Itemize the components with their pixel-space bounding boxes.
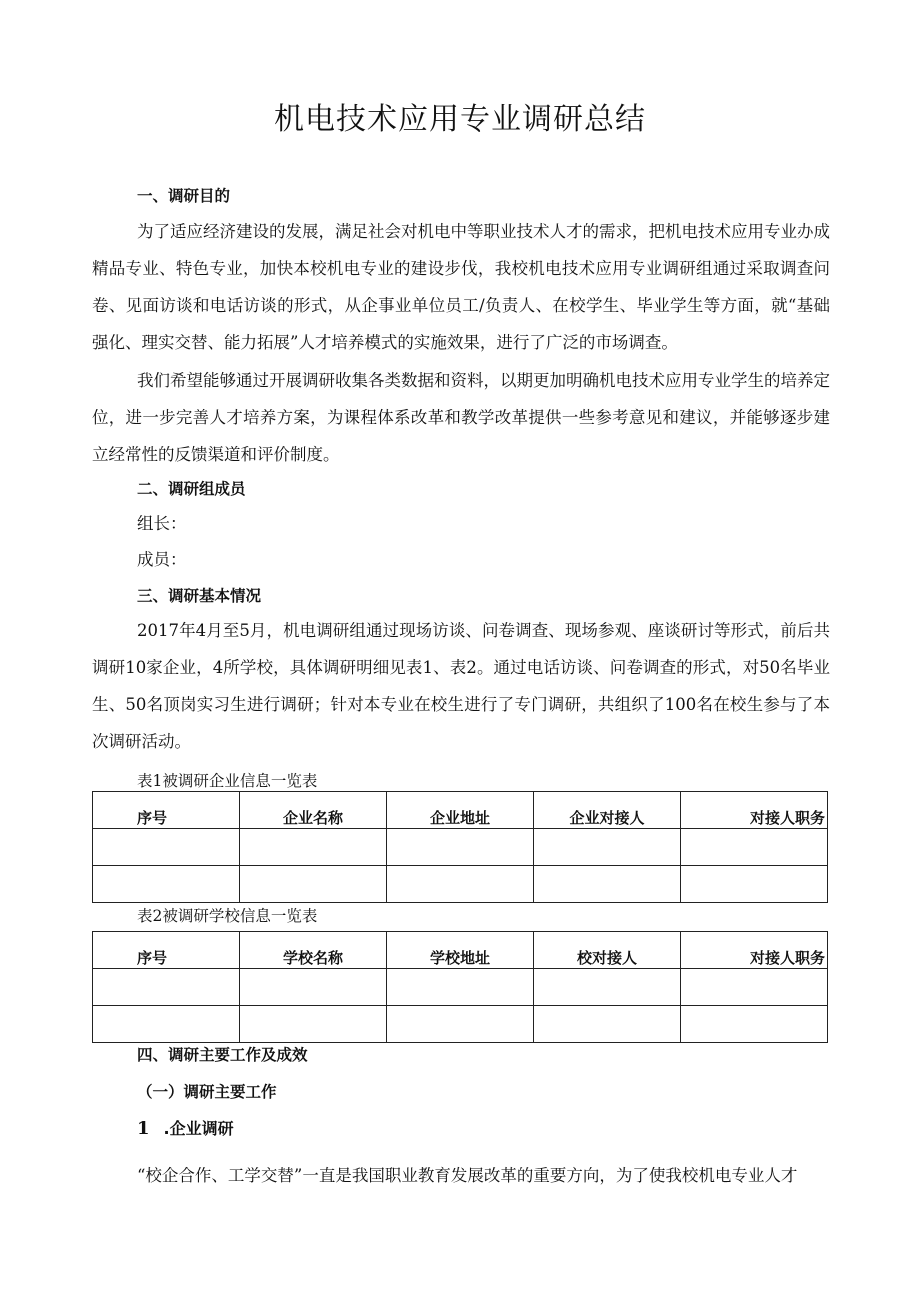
table-cell [240, 866, 387, 903]
item-label: .企业调研 [163, 1119, 234, 1138]
paragraph-basic-info: 2017年4月至5月，机电调研组通过现场访谈、问卷调查、现场参观、座谈研讨等形式，前后共调研10家企业，4所学校，具体调研明细见表1、表2。通过电话访谈、问卷调查的形式，对50名毕业生、50名顶岗实习生进行调研；针对本专业在校生进行了专门调研，共组织了100名在校生参与了本次调研活动。 [92, 621, 830, 751]
table-cell [387, 969, 534, 1006]
table-cell [93, 1006, 240, 1043]
table-header-cell: 学校名称 [240, 932, 387, 969]
table-header-cell: 校对接人 [534, 932, 681, 969]
table-header-row [93, 792, 828, 829]
section-heading-main-work: 四、调研主要工作及成效 [137, 1046, 308, 1064]
table-cell [681, 866, 828, 903]
group-leader-line: 组长： [137, 514, 187, 533]
paragraph-purpose-1: 为了适应经济建设的发展，满足社会对机电中等职业技术人才的需求，把机电技术应用专业办成精品专业、特色专业，加快本校机电专业的建设步伐，我校机电技术应用专业调研组通过采取调查问卷、见面访谈和电话访谈的形式，从企事业单位员工/负责人、在校学生、毕业学生等方面，就“基础强化、理实交替、能力拓展”人才培养模式的实施效果，进行了广泛的市场调查。 [92, 222, 830, 352]
table-header-cell: 对接人职务 [681, 792, 828, 829]
table2-caption: 表2被调研学校信息一览表 [137, 907, 318, 925]
table-header-cell: 企业地址 [387, 792, 534, 829]
table-cell [387, 1006, 534, 1043]
table-cell [240, 829, 387, 866]
table-schools [92, 931, 828, 1043]
table-cell [534, 969, 681, 1006]
table-header-cell: 序号 [93, 932, 240, 969]
table-header-cell: 序号 [93, 792, 240, 829]
table-header-row [93, 932, 828, 969]
document-title: 机电技术应用专业调研总结 [274, 102, 646, 137]
table-cell [681, 829, 828, 866]
item-heading-enterprise-research [137, 1117, 234, 1141]
table1-caption: 表1被调研企业信息一览表 [137, 772, 318, 790]
group-members-line: 成员： [137, 550, 187, 569]
table-header-cell: 学校地址 [387, 932, 534, 969]
table-cell [93, 969, 240, 1006]
table-cell [534, 866, 681, 903]
table-row [93, 829, 828, 866]
table-cell [387, 829, 534, 866]
table-row [93, 969, 828, 1006]
table-cell [93, 829, 240, 866]
table-enterprises [92, 791, 828, 903]
item-number: 1 [137, 1118, 150, 1139]
table-cell [240, 969, 387, 1006]
section-heading-members: 二、调研组成员 [137, 480, 246, 498]
table-header-cell: 企业对接人 [534, 792, 681, 829]
table-row [93, 866, 828, 903]
table-cell [387, 866, 534, 903]
table-cell [93, 866, 240, 903]
table-cell [681, 969, 828, 1006]
table-cell [681, 1006, 828, 1043]
section-heading-basic-info: 三、调研基本情况 [137, 587, 262, 605]
paragraph-enterprise-research: “校企合作、工学交替”一直是我国职业教育发展改革的重要方向，为了使我校机电专业人才 [137, 1166, 798, 1185]
table-cell [240, 1006, 387, 1043]
table-header-cell: 对接人职务 [681, 932, 828, 969]
table-cell [534, 1006, 681, 1043]
table-cell [534, 829, 681, 866]
section-heading-purpose: 一、调研目的 [137, 187, 231, 205]
table-row [93, 1006, 828, 1043]
subsection-heading-main-work: （一）调研主要工作 [137, 1083, 277, 1101]
paragraph-purpose-2: 我们希望能够通过开展调研收集各类数据和资料，以期更加明确机电技术应用专业学生的培养定位，进一步完善人才培养方案，为课程体系改革和教学改革提供一些参考意见和建议，并能够逐步建立经常性的反馈渠道和评价制度。 [92, 371, 830, 464]
table-header-cell: 企业名称 [240, 792, 387, 829]
